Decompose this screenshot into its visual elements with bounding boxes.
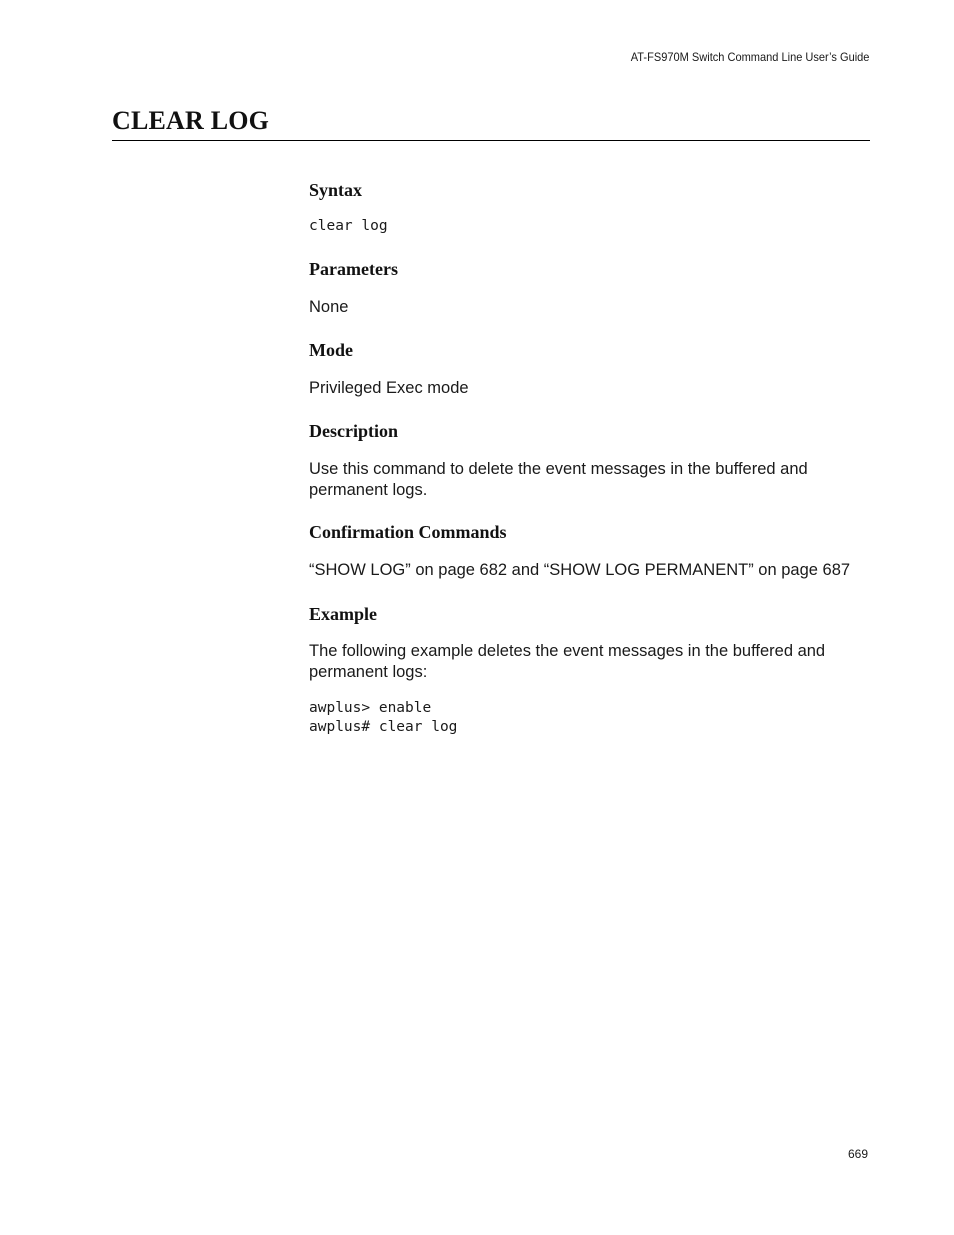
example-code-line-1: awplus> enable [309,700,432,716]
syntax-code: clear log [309,218,388,234]
confirmation-heading: Confirmation Commands [309,522,507,542]
parameters-text: None [309,298,349,316]
page-number: 669 [847,1147,868,1161]
mode-text: Privileged Exec mode [309,379,469,397]
description-text-line-1: Use this command to delete the event messages in the buffered and [309,460,808,478]
confirmation-text: “SHOW LOG” on page 682 and “SHOW LOG PERMANENT” on page 687 [309,561,851,579]
syntax-heading: Syntax [309,180,363,200]
description-text-line-2: permanent logs. [309,481,428,499]
title-rule [112,140,870,141]
mode-heading: Mode [309,340,353,360]
page-title: CLEAR LOG [112,106,270,135]
parameters-heading: Parameters [309,259,398,279]
description-heading: Description [309,421,398,441]
example-heading: Example [309,604,378,624]
running-header: AT-FS970M Switch Command Line User’s Guide [630,50,869,64]
example-text-line-2: permanent logs: [309,663,428,681]
example-text-line-1: The following example deletes the event messages in the buffered and [309,642,826,660]
example-code-line-2: awplus# clear log [309,719,458,735]
